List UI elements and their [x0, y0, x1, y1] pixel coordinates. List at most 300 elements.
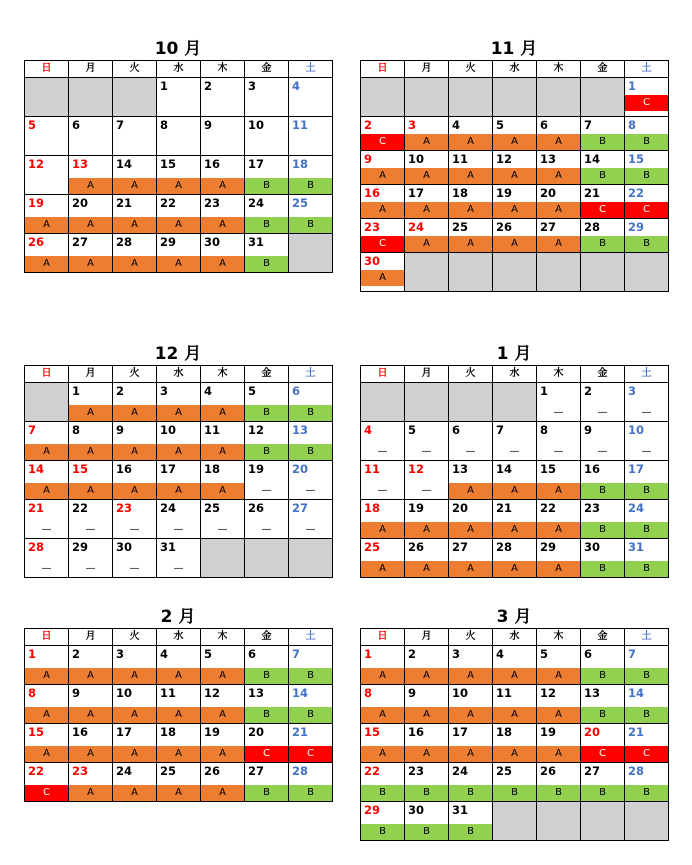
day-code: A	[405, 202, 448, 218]
day-number: 10	[628, 423, 645, 437]
day-code: A	[537, 236, 580, 252]
day-number: 9	[408, 686, 417, 700]
day-cell	[25, 234, 69, 273]
blank-cell	[361, 383, 405, 422]
blank-cell	[449, 78, 493, 117]
day-code: C	[361, 134, 404, 150]
day-cell	[201, 78, 245, 117]
day-number: 5	[248, 384, 257, 398]
day-code: —	[465, 446, 476, 457]
calendar-grid	[360, 60, 669, 292]
week-row	[25, 156, 333, 195]
day-code: —	[85, 524, 96, 535]
day-code: A	[157, 217, 200, 233]
day-number: 27	[292, 501, 309, 515]
day-code	[201, 100, 244, 116]
day-code: A	[405, 561, 448, 577]
day-number: 20	[292, 462, 309, 476]
day-number: 6	[248, 647, 257, 661]
day-code: A	[493, 483, 536, 499]
weekday-header: 月	[69, 61, 113, 78]
day-number: 30	[364, 254, 381, 268]
day-number: 23	[408, 764, 425, 778]
day-code: A	[493, 561, 536, 577]
day-code: A	[157, 668, 200, 684]
day-cell	[625, 763, 669, 802]
day-number: 22	[628, 186, 645, 200]
day-code: A	[361, 561, 404, 577]
day-cell	[493, 685, 537, 724]
day-code: B	[625, 668, 668, 684]
day-number: 6	[292, 384, 301, 398]
day-number: 5	[496, 118, 505, 132]
day-code	[113, 139, 156, 155]
day-code: A	[201, 217, 244, 233]
day-code: B	[245, 785, 288, 801]
day-cell	[201, 117, 245, 156]
day-cell	[69, 195, 113, 234]
day-cell	[157, 78, 201, 117]
weekday-header: 日	[361, 629, 405, 646]
day-code: A	[157, 785, 200, 801]
day-cell	[157, 234, 201, 273]
day-number: 21	[496, 501, 513, 515]
day-code: A	[449, 168, 492, 184]
day-code: B	[289, 405, 332, 421]
day-cell	[537, 422, 581, 461]
day-cell	[113, 461, 157, 500]
weekday-header: 月	[405, 366, 449, 383]
day-code: A	[113, 178, 156, 194]
day-cell	[581, 117, 625, 151]
day-cell	[537, 500, 581, 539]
day-number: 18	[292, 157, 309, 171]
day-cell	[201, 422, 245, 461]
day-cell	[361, 646, 405, 685]
day-number: 24	[160, 501, 177, 515]
day-number: 19	[496, 186, 513, 200]
day-number: 24	[452, 764, 469, 778]
weekday-header: 火	[449, 629, 493, 646]
blank-cell	[289, 539, 333, 578]
day-cell	[581, 219, 625, 253]
day-cell	[69, 461, 113, 500]
week-row	[25, 383, 333, 422]
day-cell	[405, 151, 449, 185]
day-cell	[449, 802, 493, 841]
day-code: A	[25, 483, 68, 499]
day-cell	[25, 461, 69, 500]
day-number: 14	[116, 157, 133, 171]
day-number: 24	[248, 196, 265, 210]
day-number: 13	[72, 157, 89, 171]
day-cell	[157, 156, 201, 195]
day-number: 31	[452, 803, 469, 817]
day-cell	[581, 500, 625, 539]
day-code: B	[625, 134, 668, 150]
day-cell	[25, 500, 69, 539]
day-code: B	[625, 522, 668, 538]
day-code: A	[201, 746, 244, 762]
day-number: 16	[116, 462, 133, 476]
day-cell	[625, 685, 669, 724]
day-cell	[289, 724, 333, 763]
day-code: A	[113, 217, 156, 233]
blank-cell	[25, 383, 69, 422]
week-row	[361, 151, 669, 185]
day-code: A	[69, 217, 112, 233]
day-number: 12	[204, 686, 221, 700]
day-number: 20	[540, 186, 557, 200]
day-code: C	[361, 236, 404, 252]
weekday-header: 木	[537, 61, 581, 78]
day-cell	[69, 500, 113, 539]
day-code: B	[581, 707, 624, 723]
day-cell	[245, 156, 289, 195]
day-cell	[157, 117, 201, 156]
day-cell	[245, 461, 289, 500]
day-cell	[493, 185, 537, 219]
day-cell	[581, 383, 625, 422]
day-code	[25, 178, 68, 194]
day-cell	[493, 724, 537, 763]
day-code: B	[625, 168, 668, 184]
day-code: A	[361, 707, 404, 723]
day-code: A	[201, 668, 244, 684]
day-code: A	[157, 746, 200, 762]
day-number: 19	[204, 725, 221, 739]
weekday-header: 水	[493, 629, 537, 646]
week-row	[25, 724, 333, 763]
day-number: 28	[116, 235, 133, 249]
day-number: 27	[72, 235, 89, 249]
day-cell	[25, 685, 69, 724]
weekday-header: 日	[361, 366, 405, 383]
day-number: 17	[452, 725, 469, 739]
day-code: C	[625, 746, 668, 762]
day-number: 7	[116, 118, 125, 132]
day-cell	[289, 646, 333, 685]
day-code: —	[421, 485, 432, 496]
calendar-grid	[24, 365, 333, 578]
day-code: A	[69, 668, 112, 684]
weekday-header: 水	[157, 629, 201, 646]
calendar-march	[360, 606, 668, 841]
week-row	[25, 195, 333, 234]
day-number: 13	[292, 423, 309, 437]
weekday-header: 日	[25, 366, 69, 383]
day-number: 22	[160, 196, 177, 210]
day-number: 18	[160, 725, 177, 739]
week-row	[361, 422, 669, 461]
day-number: 5	[28, 118, 37, 132]
day-code: C	[245, 746, 288, 762]
day-cell	[289, 383, 333, 422]
weekday-header: 金	[581, 629, 625, 646]
day-number: 10	[408, 152, 425, 166]
day-cell	[201, 646, 245, 685]
day-cell	[113, 500, 157, 539]
day-code: A	[537, 522, 580, 538]
day-number: 25	[292, 196, 309, 210]
day-code	[157, 139, 200, 155]
day-number: 10	[116, 686, 133, 700]
day-cell	[405, 185, 449, 219]
weekday-header: 土	[625, 366, 669, 383]
day-cell	[625, 78, 669, 117]
day-cell	[25, 763, 69, 802]
day-number: 3	[452, 647, 461, 661]
day-cell	[581, 685, 625, 724]
day-code: C	[625, 202, 668, 218]
day-code: A	[493, 707, 536, 723]
day-cell	[157, 195, 201, 234]
blank-cell	[493, 78, 537, 117]
day-number: 21	[628, 725, 645, 739]
day-cell	[361, 219, 405, 253]
day-code: A	[69, 483, 112, 499]
day-cell	[625, 724, 669, 763]
day-code: A	[69, 178, 112, 194]
day-number: 29	[628, 220, 645, 234]
day-code: B	[245, 178, 288, 194]
day-number: 23	[364, 220, 381, 234]
day-code	[245, 139, 288, 155]
week-row	[25, 500, 333, 539]
day-cell	[581, 763, 625, 802]
blank-cell	[113, 78, 157, 117]
day-code: A	[69, 785, 112, 801]
day-number: 13	[540, 152, 557, 166]
day-number: 14	[628, 686, 645, 700]
day-cell	[537, 117, 581, 151]
day-code: A	[405, 236, 448, 252]
weekday-header: 土	[289, 366, 333, 383]
day-cell	[25, 422, 69, 461]
day-code: A	[449, 522, 492, 538]
day-code: A	[201, 405, 244, 421]
day-code: —	[41, 524, 52, 535]
blank-cell	[537, 78, 581, 117]
day-number: 8	[628, 118, 637, 132]
day-code: —	[261, 524, 272, 535]
day-number: 30	[408, 803, 425, 817]
day-cell	[245, 422, 289, 461]
blank-cell	[493, 383, 537, 422]
weekday-header: 金	[245, 61, 289, 78]
day-number: 13	[452, 462, 469, 476]
day-cell	[157, 461, 201, 500]
day-number: 16	[408, 725, 425, 739]
day-code: A	[201, 707, 244, 723]
day-cell	[245, 78, 289, 117]
day-number: 11	[364, 462, 381, 476]
day-cell	[405, 422, 449, 461]
day-number: 22	[364, 764, 381, 778]
weekday-header: 木	[201, 629, 245, 646]
blank-cell	[69, 78, 113, 117]
day-number: 3	[116, 647, 125, 661]
day-cell	[493, 646, 537, 685]
day-code: A	[25, 707, 68, 723]
weekday-header: 木	[537, 366, 581, 383]
day-cell	[289, 500, 333, 539]
blank-cell	[493, 802, 537, 841]
day-cell	[69, 234, 113, 273]
blank-cell	[201, 539, 245, 578]
day-cell	[245, 646, 289, 685]
day-number: 9	[364, 152, 373, 166]
weekday-header: 日	[25, 61, 69, 78]
calendar-grid	[360, 628, 669, 841]
day-number: 23	[584, 501, 601, 515]
day-cell	[69, 383, 113, 422]
day-number: 1	[540, 384, 549, 398]
day-cell	[625, 219, 669, 253]
week-row	[361, 219, 669, 253]
day-code: B	[289, 707, 332, 723]
day-number: 8	[72, 423, 81, 437]
day-cell	[289, 156, 333, 195]
day-cell	[625, 185, 669, 219]
day-cell	[157, 539, 201, 578]
day-number: 20	[452, 501, 469, 515]
day-number: 18	[496, 725, 513, 739]
day-code: A	[25, 217, 68, 233]
day-code: A	[25, 256, 68, 272]
day-number: 7	[584, 118, 593, 132]
week-row	[361, 763, 669, 802]
calendar-november	[360, 38, 668, 292]
day-cell	[405, 763, 449, 802]
day-code: B	[361, 785, 404, 801]
day-number: 15	[160, 157, 177, 171]
calendar-title: 1 月	[496, 344, 532, 364]
day-code: —	[173, 524, 184, 535]
day-code: A	[537, 707, 580, 723]
day-cell	[113, 422, 157, 461]
day-cell	[449, 117, 493, 151]
day-number: 6	[540, 118, 549, 132]
day-cell	[201, 195, 245, 234]
day-cell	[25, 539, 69, 578]
day-code: B	[581, 561, 624, 577]
day-cell	[157, 383, 201, 422]
day-number: 14	[496, 462, 513, 476]
week-row	[361, 646, 669, 685]
blank-cell	[405, 78, 449, 117]
weekday-header: 金	[581, 366, 625, 383]
day-number: 26	[408, 540, 425, 554]
day-number: 11	[452, 152, 469, 166]
day-code	[157, 100, 200, 116]
day-code: —	[41, 563, 52, 574]
day-code: B	[625, 707, 668, 723]
day-cell	[289, 422, 333, 461]
day-number: 30	[116, 540, 133, 554]
day-number: 14	[28, 462, 45, 476]
day-code: B	[493, 785, 536, 801]
day-number: 25	[160, 764, 177, 778]
weekday-header: 水	[157, 366, 201, 383]
day-code: A	[157, 444, 200, 460]
day-code: B	[625, 785, 668, 801]
day-cell	[201, 234, 245, 273]
day-code: A	[69, 256, 112, 272]
blank-cell	[25, 78, 69, 117]
day-cell	[537, 185, 581, 219]
day-cell	[449, 763, 493, 802]
day-code: —	[597, 446, 608, 457]
day-number: 2	[204, 79, 213, 93]
day-code: B	[581, 668, 624, 684]
blank-cell	[493, 253, 537, 292]
day-number: 15	[364, 725, 381, 739]
day-cell	[493, 117, 537, 151]
day-code: —	[641, 407, 652, 418]
day-cell	[157, 685, 201, 724]
week-row	[25, 78, 333, 117]
day-code: B	[581, 134, 624, 150]
day-cell	[537, 151, 581, 185]
blank-cell	[245, 539, 289, 578]
day-code: —	[85, 563, 96, 574]
day-cell	[361, 185, 405, 219]
day-number: 9	[204, 118, 213, 132]
day-number: 13	[584, 686, 601, 700]
day-number: 4	[452, 118, 461, 132]
day-cell	[625, 151, 669, 185]
week-row	[361, 253, 669, 292]
day-number: 21	[584, 186, 601, 200]
day-number: 5	[408, 423, 417, 437]
day-code: —	[553, 407, 564, 418]
week-row	[361, 117, 669, 151]
day-code: B	[405, 785, 448, 801]
day-cell	[69, 763, 113, 802]
day-number: 17	[116, 725, 133, 739]
day-number: 19	[28, 196, 45, 210]
weekday-header: 土	[625, 61, 669, 78]
day-cell	[113, 117, 157, 156]
day-code	[245, 100, 288, 116]
day-number: 9	[116, 423, 125, 437]
day-number: 12	[28, 157, 45, 171]
day-code: A	[157, 178, 200, 194]
day-cell	[25, 724, 69, 763]
blank-cell	[625, 802, 669, 841]
day-cell	[581, 461, 625, 500]
day-cell	[113, 234, 157, 273]
weekday-header: 日	[361, 61, 405, 78]
day-number: 2	[116, 384, 125, 398]
day-code: —	[305, 524, 316, 535]
day-cell	[69, 685, 113, 724]
day-code	[25, 139, 68, 155]
calendar-december	[24, 343, 332, 578]
day-code: —	[261, 485, 272, 496]
day-number: 11	[292, 118, 309, 132]
day-number: 22	[72, 501, 89, 515]
day-number: 6	[72, 118, 81, 132]
day-cell	[361, 422, 405, 461]
day-code: A	[405, 668, 448, 684]
day-cell	[449, 646, 493, 685]
day-cell	[25, 195, 69, 234]
day-number: 15	[540, 462, 557, 476]
week-row	[361, 724, 669, 763]
day-number: 4	[160, 647, 169, 661]
